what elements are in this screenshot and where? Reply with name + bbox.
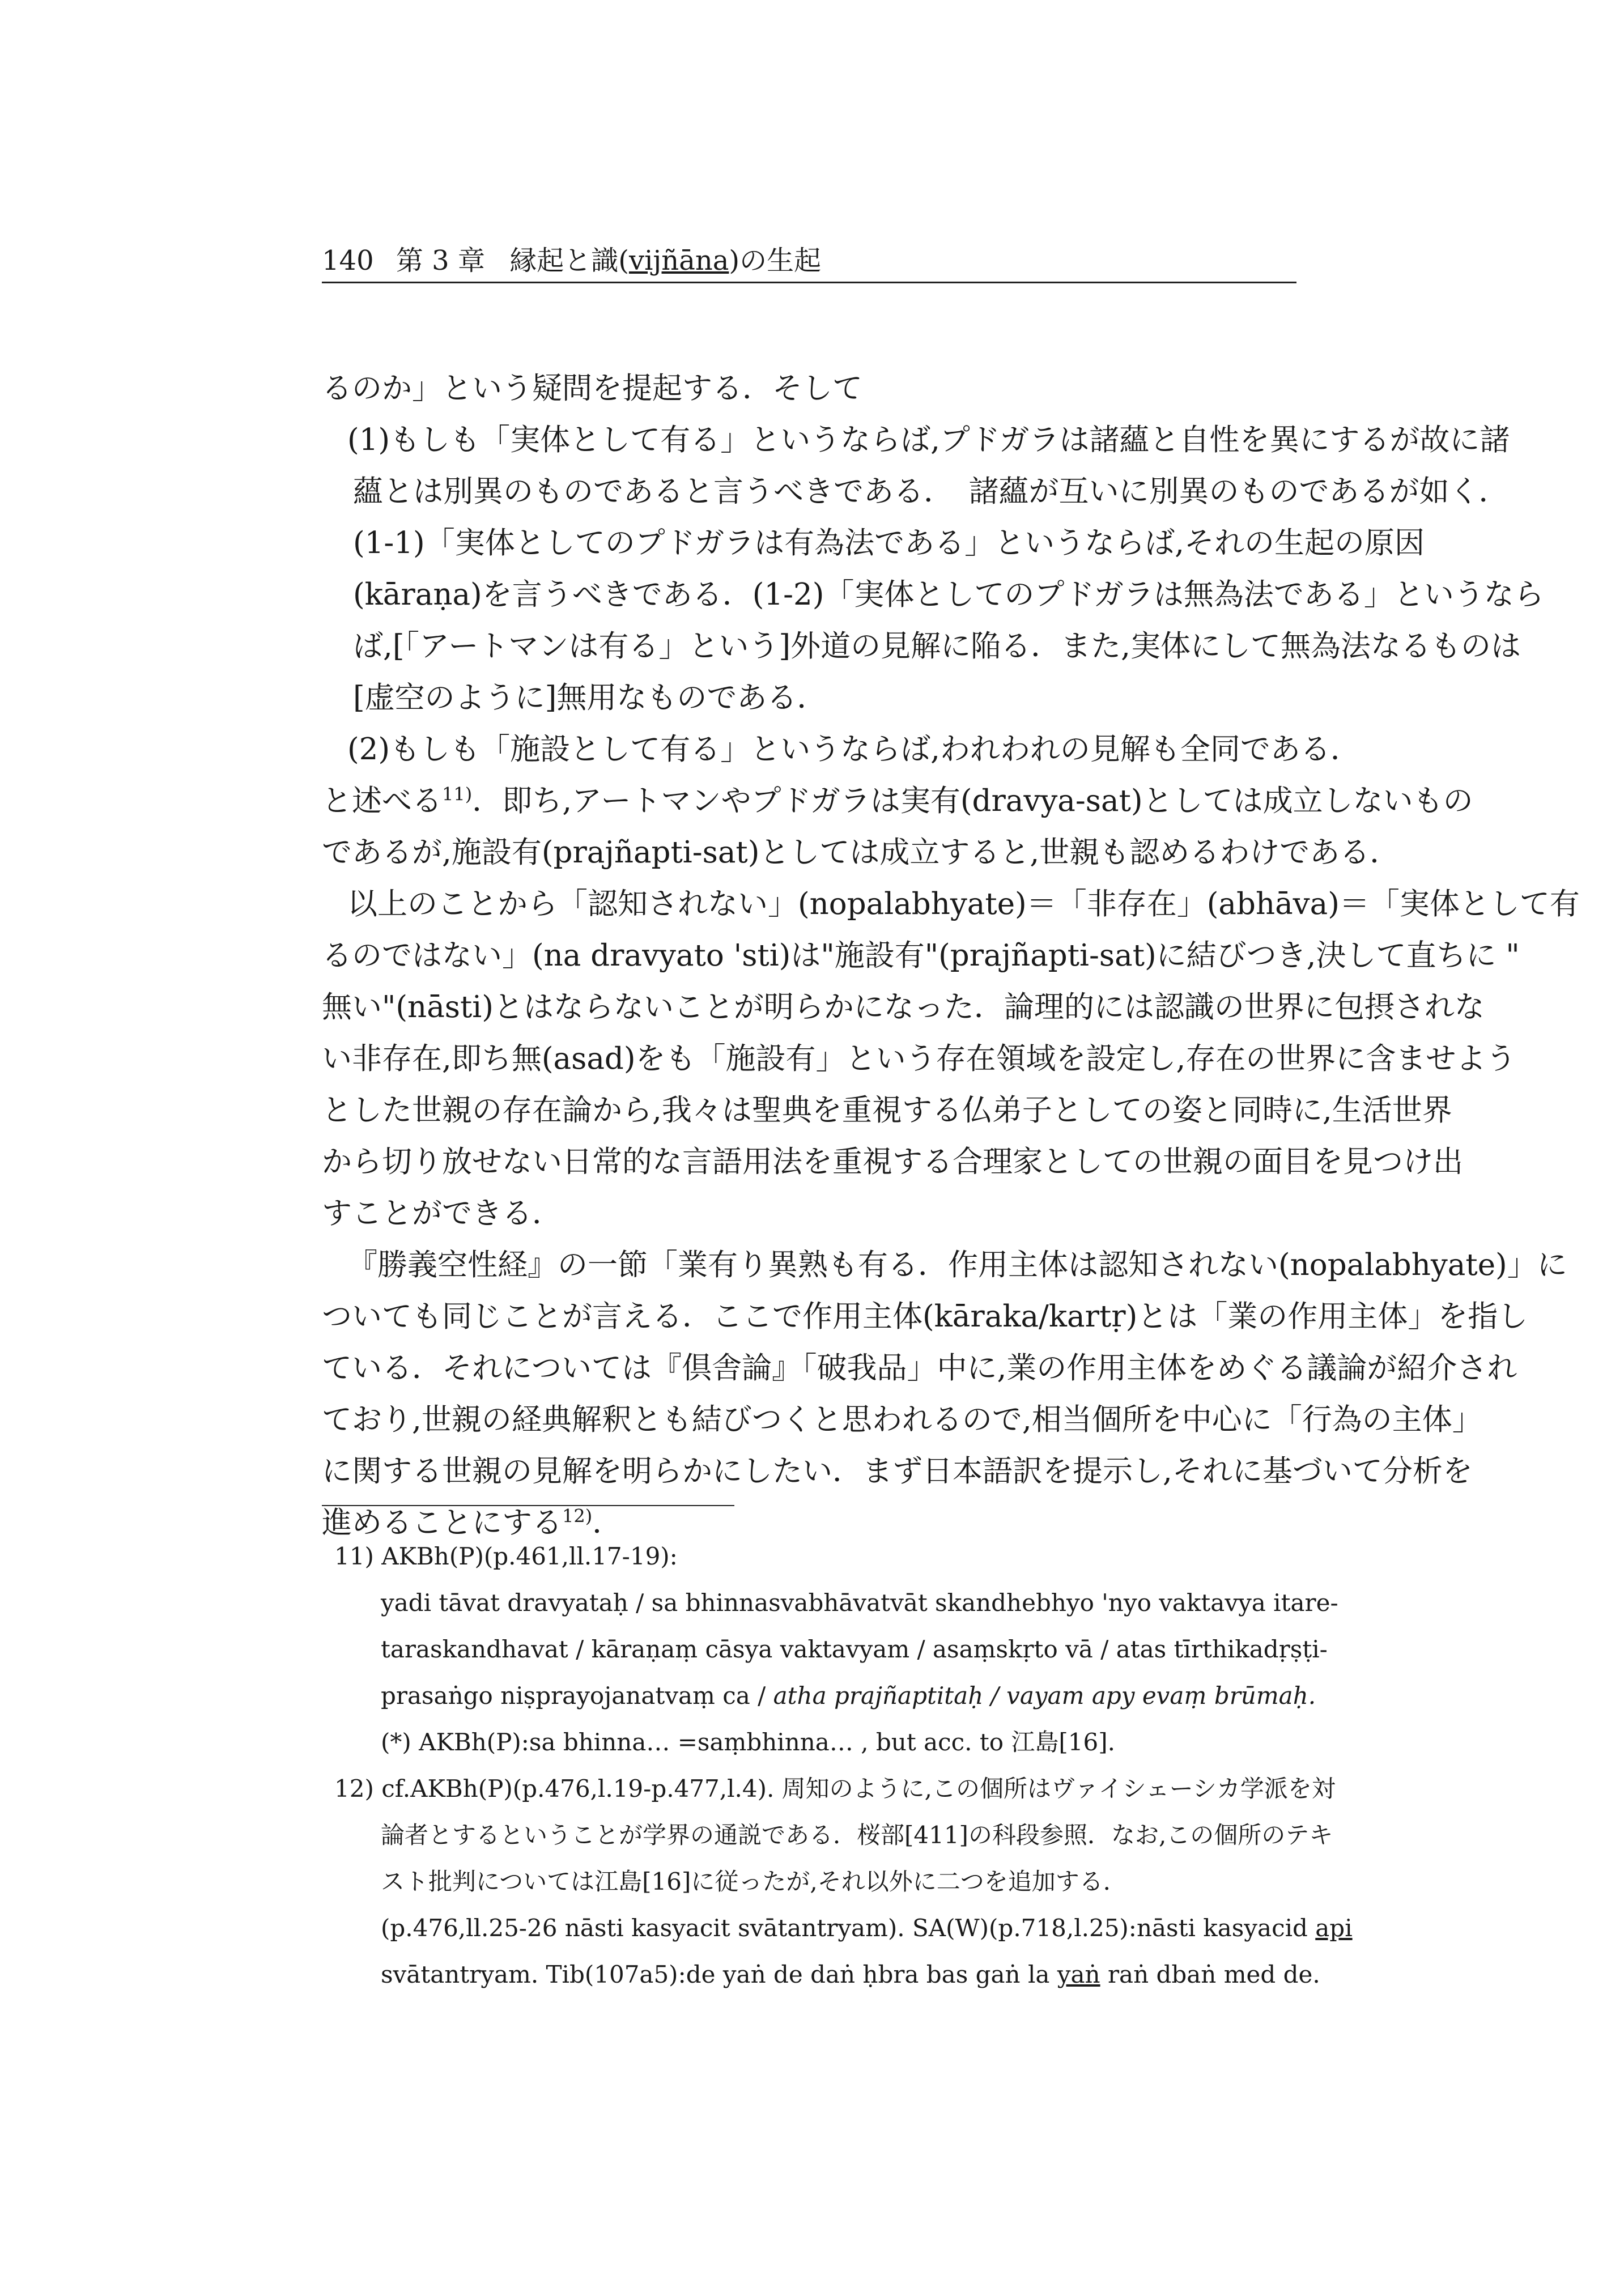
text-line: に関する世親の見解を明らかにしたい．まず日本語訳を提示し,それに基づいて分析を <box>322 1454 1473 1489</box>
quote-line: (2)もしも「施設として有る」というならば,われわれの見解も全同である． <box>347 732 1361 767</box>
text-line: るのではない」(na dravyato 'sti)は"施設有"(prajñapti-sat)に結びつき,決して直ちに " <box>322 938 1520 973</box>
footnote-line: yadi tāvat dravyataḥ / sa bhinnasvabhāvatvāt skandhebhyo 'nyo vaktavya itare- <box>381 1589 1338 1617</box>
chapter-label: 第 3 章 <box>396 245 485 277</box>
text-line: であるが,施設有(prajñapti-sat)としては成立すると,世親も認めるわけである． <box>322 835 1400 870</box>
footnote-line: svātantryam. Tib(107a5):de yaṅ de daṅ ḥbra bas gaṅ la yaṅ raṅ dbaṅ med de. <box>381 1961 1320 1988</box>
text-line: 無い"(nāsti)とはならないことが明らかになった．論理的には認識の世界に包摂されな <box>322 990 1485 1024</box>
footnote-label: 12) <box>334 1775 374 1802</box>
chapter-title-term: vijñāna <box>628 245 729 277</box>
footnote-line: スト批判については江島[16]に従ったが,それ以外に二つを追加する． <box>381 1868 1127 1895</box>
quote-line: 蘊とは別異のものであると言うべきである． 諸蘊が互いに別異のものであるが如く． <box>353 474 1509 509</box>
text-line: ている．それについては『倶舎論』「破我品」中に,業の作用主体をめぐる議論が紹介され <box>322 1351 1517 1385</box>
footnote-line: (p.476,ll.25-26 nāsti kasyacit svātantryam). SA(W)(p.718,l.25):nāsti kasyacid api <box>381 1914 1353 1942</box>
text-line: るのか」という疑問を提起する．そして <box>322 371 862 406</box>
text-line: 以上のことから「認知されない」(nopalabhyate)＝「非存在」(abhāva)＝「実体として有 <box>347 887 1580 921</box>
text-line: から切り放せない日常的な言語用法を重視する合理家としての世親の面目を見つけ出 <box>322 1145 1463 1179</box>
footnote-11-head: 11) AKBh(P)(p.461,ll.17-19): <box>334 1542 678 1570</box>
text-line: と述べる$^{11)}$．即ち,アートマンやプドガラは実有(dravya-sat)としては成立しないもの <box>322 783 1473 818</box>
main-text <box>322 363 1580 1549</box>
footnote-line: 論者とするということが学界の通説である．桜部[411]の科段参照．なお,この個所のテキ <box>381 1821 1333 1849</box>
text-line: ついても同じことが言える．ここで作用主体(kāraka/kartṛ)とは「業の作用主体」を指し <box>322 1299 1528 1334</box>
footnotes <box>334 1533 1353 1998</box>
footnote-ref-12: 12) <box>562 1505 593 1527</box>
footnote-subnote: (*) AKBh(P):sa bhinna… =saṃbhinna… , but acc. to 江島[16]. <box>381 1728 1115 1756</box>
quote-line: (kāraṇa)を言うべきである．(1-2)「実体としてのプドガラは無為法である」というなら <box>353 577 1544 612</box>
text-line: 『勝義空性経』の一節「業有り異熟も有る．作用主体は認知されない(nopalabhyate)」に <box>347 1248 1567 1282</box>
quote-line: (1-1)「実体としてのプドガラは有為法である」というならば,それの生起の原因 <box>353 526 1425 560</box>
quote-line: ば,[「アートマンは有る」という]外道の見解に陥る．また,実体にして無為法なるものは <box>353 629 1521 664</box>
footnote-line: taraskandhavat / kāraṇaṃ cāsya vaktavyam / asaṃskṛto vā / atas tīrthikadṛṣṭi- <box>381 1635 1328 1663</box>
chapter-title: 縁起と識(vijñāna)の生起 <box>509 245 822 277</box>
text-line: ており,世親の経典解釈とも結びつくと思われるので,相当個所を中心に「行為の主体」 <box>322 1402 1482 1437</box>
footnote-label: 11) <box>334 1542 374 1570</box>
footnote-ref-11: 11) <box>442 783 473 805</box>
text-line: い非存在,即ち無(asad)をも「施設有」という存在領域を設定し,存在の世界に含ませよう <box>322 1041 1516 1076</box>
quote-line: [虚空のように]無用なものである． <box>353 681 827 715</box>
footnote-line: prasaṅgo niṣprayojanatvaṃ ca / atha prajñaptitaḥ / vayam apy evaṃ brūmaḥ. <box>381 1682 1316 1710</box>
quote-line: (1)もしも「実体として有る」というならば,プドガラは諸蘊と自性を異にするが故に諸 <box>347 423 1510 457</box>
footnote-12-head: 12) cf.AKBh(P)(p.476,l.19-p.477,l.4). 周知のように,この個所はヴァイシェーシカ学派を対 <box>334 1775 1336 1802</box>
page-number: 140 <box>322 245 374 277</box>
text-line: 進めることにする$^{12)}$． <box>322 1505 623 1540</box>
text-line: とした世親の存在論から,我々は聖典を重視する仏弟子としての姿と同時に,生活世界 <box>322 1093 1452 1128</box>
running-header <box>322 241 1296 283</box>
text-line: すことができる． <box>322 1196 562 1231</box>
footnote-rule <box>322 1505 734 1506</box>
